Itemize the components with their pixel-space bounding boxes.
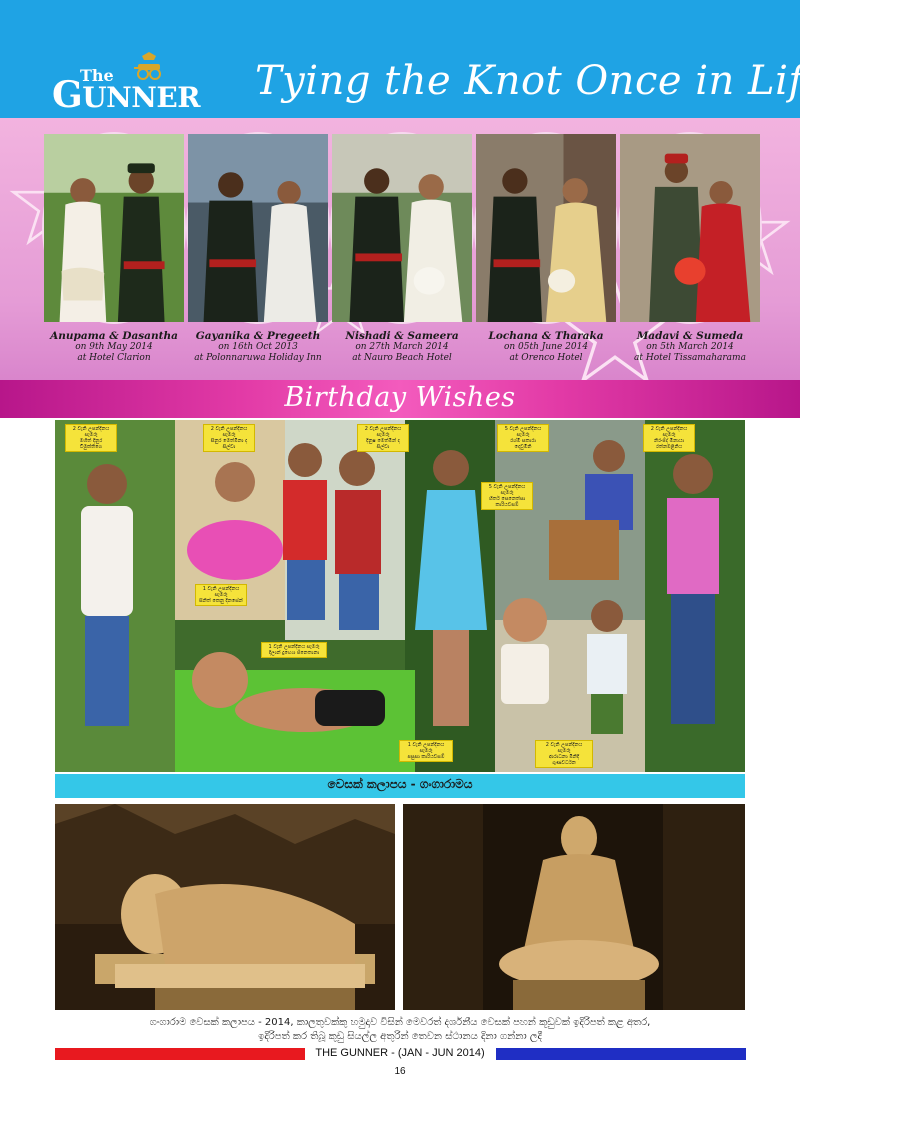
wedding-couple-card (186, 132, 330, 382)
birthday-tag: 2 වැනි උපන්දිනය සැමරූ දිනුෂ මෙත්මින් ද සිල්වා (357, 424, 409, 452)
couple-caption (32, 330, 196, 364)
page-title: Tying the Knot Once in Lifetime (255, 58, 920, 104)
couple-caption (320, 330, 484, 364)
couple-caption (608, 330, 772, 364)
wedding-photo (42, 132, 186, 324)
vesak-photo-seated-buddha (403, 804, 745, 1010)
header-banner (0, 0, 920, 118)
couple-caption (464, 330, 628, 364)
wedding-photo (618, 132, 762, 324)
birthday-tag: 1 වැනි උපන්දිනය සැමරූ පසුසා කාරියවසම් (399, 740, 453, 762)
couple-caption (176, 330, 340, 364)
wedding-venue: at Nauro Beach Hotel (352, 353, 452, 363)
couple-names: Nishadi & Sameera (345, 330, 459, 342)
vesak-caption-line-1: ගංගාරාම වෙසක් කලාපය - 2014, කාලතුවක්කු හමුදාව විසින් මෙවරත් දර්ශනීය වෙසක් පහන් කූඩුවක් ඉදිරිපත් කළ අතර, (149, 1017, 651, 1028)
wedding-date: on 9th May 2014 (75, 342, 153, 352)
page-number: 16 (394, 1066, 406, 1077)
vesak-banner (55, 774, 745, 798)
wedding-venue: at Hotel Tissamaharama (634, 353, 746, 363)
birthday-tag: 2 වැනි උපන්දිනය සැමරූ මහිත් දිනුර විමුක්තිගෙ (65, 424, 117, 452)
wedding-photo (186, 132, 330, 324)
couple-names: Madavi & Sumeda (636, 330, 744, 342)
birthday-title: Birthday Wishes (284, 382, 516, 413)
wedding-venue: at Orenco Hotel (509, 353, 583, 363)
birthday-tag: 1 වැනි උපන්දිනය සැමරූ දිලාන් දුහෙශ ජිනෙතානා (261, 642, 327, 658)
wedding-photo (330, 132, 474, 324)
birthday-tag: 2 වැනි උපන්දිනය සැමරූ සිනුර මෙත්මිනා ද සිල්වා (203, 424, 255, 452)
the-gunner-logo (52, 52, 200, 116)
vesak-title: වෙසක් කලාපය - ගංගාරාමය (327, 777, 473, 791)
footer-publication: THE GUNNER - (JAN - JUN 2014) (315, 1047, 485, 1059)
logo-the-text: The (80, 66, 114, 85)
couple-names: Anupama & Dasantha (50, 330, 178, 342)
footer-bar-blue (496, 1048, 746, 1060)
birthday-tag: 5 වැනි උපන්දිනය සැමරූ රශ්මි සකාරා දෙවුමිනි (497, 424, 549, 452)
wedding-section (0, 118, 800, 380)
wedding-date: on 05th June 2014 (503, 342, 589, 352)
wedding-venue: at Polonnaruwa Holiday Inn (194, 353, 322, 363)
birthday-tag: 2 වැනි උපන්දිනය සැමරූ ආරාධනා මිනිදි ගුණවර්ධන (535, 740, 593, 768)
wedding-couple-card (42, 132, 186, 382)
birthday-tag: 1 වැනි උපන්දිනය සැමරූ සිනිත් කෙනු දිනසේන් (195, 584, 247, 606)
vesak-photo-reclining-buddha (55, 804, 395, 1010)
logo-gunner-text: GUNNER (52, 74, 200, 116)
wedding-photo (474, 132, 618, 324)
birthday-tag: 5 වැනි උපන්දිනය සැමරූ හිතර් සෙනෙත්සා කාරියවසම් (481, 482, 533, 510)
wedding-date: on 27th March 2014 (355, 342, 449, 352)
birthday-collage (55, 420, 745, 772)
vesak-caption-line-2: ඉදිරිපත් කර තිබූ කුඩු සියල්ල අතුරින් තෙවන ස්ථානය දිනා ගන්නා ලදී (258, 1031, 542, 1042)
wedding-venue: at Hotel Clarion (77, 353, 151, 363)
footer-bar-red (55, 1048, 305, 1060)
wedding-couple-card (330, 132, 474, 382)
birthday-tag: 2 වැනි උපන්දිනය සැමරූ නිරංජිද් මිනායා රත්නමළිනිය (643, 424, 695, 452)
wedding-couple-card (474, 132, 618, 382)
wedding-date: on 16th Oct 2013 (218, 342, 298, 352)
vesak-caption (40, 1016, 760, 1044)
couple-names: Lochana & Tharaka (488, 330, 604, 342)
birthday-banner (0, 380, 800, 418)
birthday-collage-photo (55, 420, 745, 772)
couple-names: Gayanika & Pregeeth (195, 330, 321, 342)
wedding-couple-card (618, 132, 762, 382)
wedding-date: on 5th March 2014 (646, 342, 734, 352)
